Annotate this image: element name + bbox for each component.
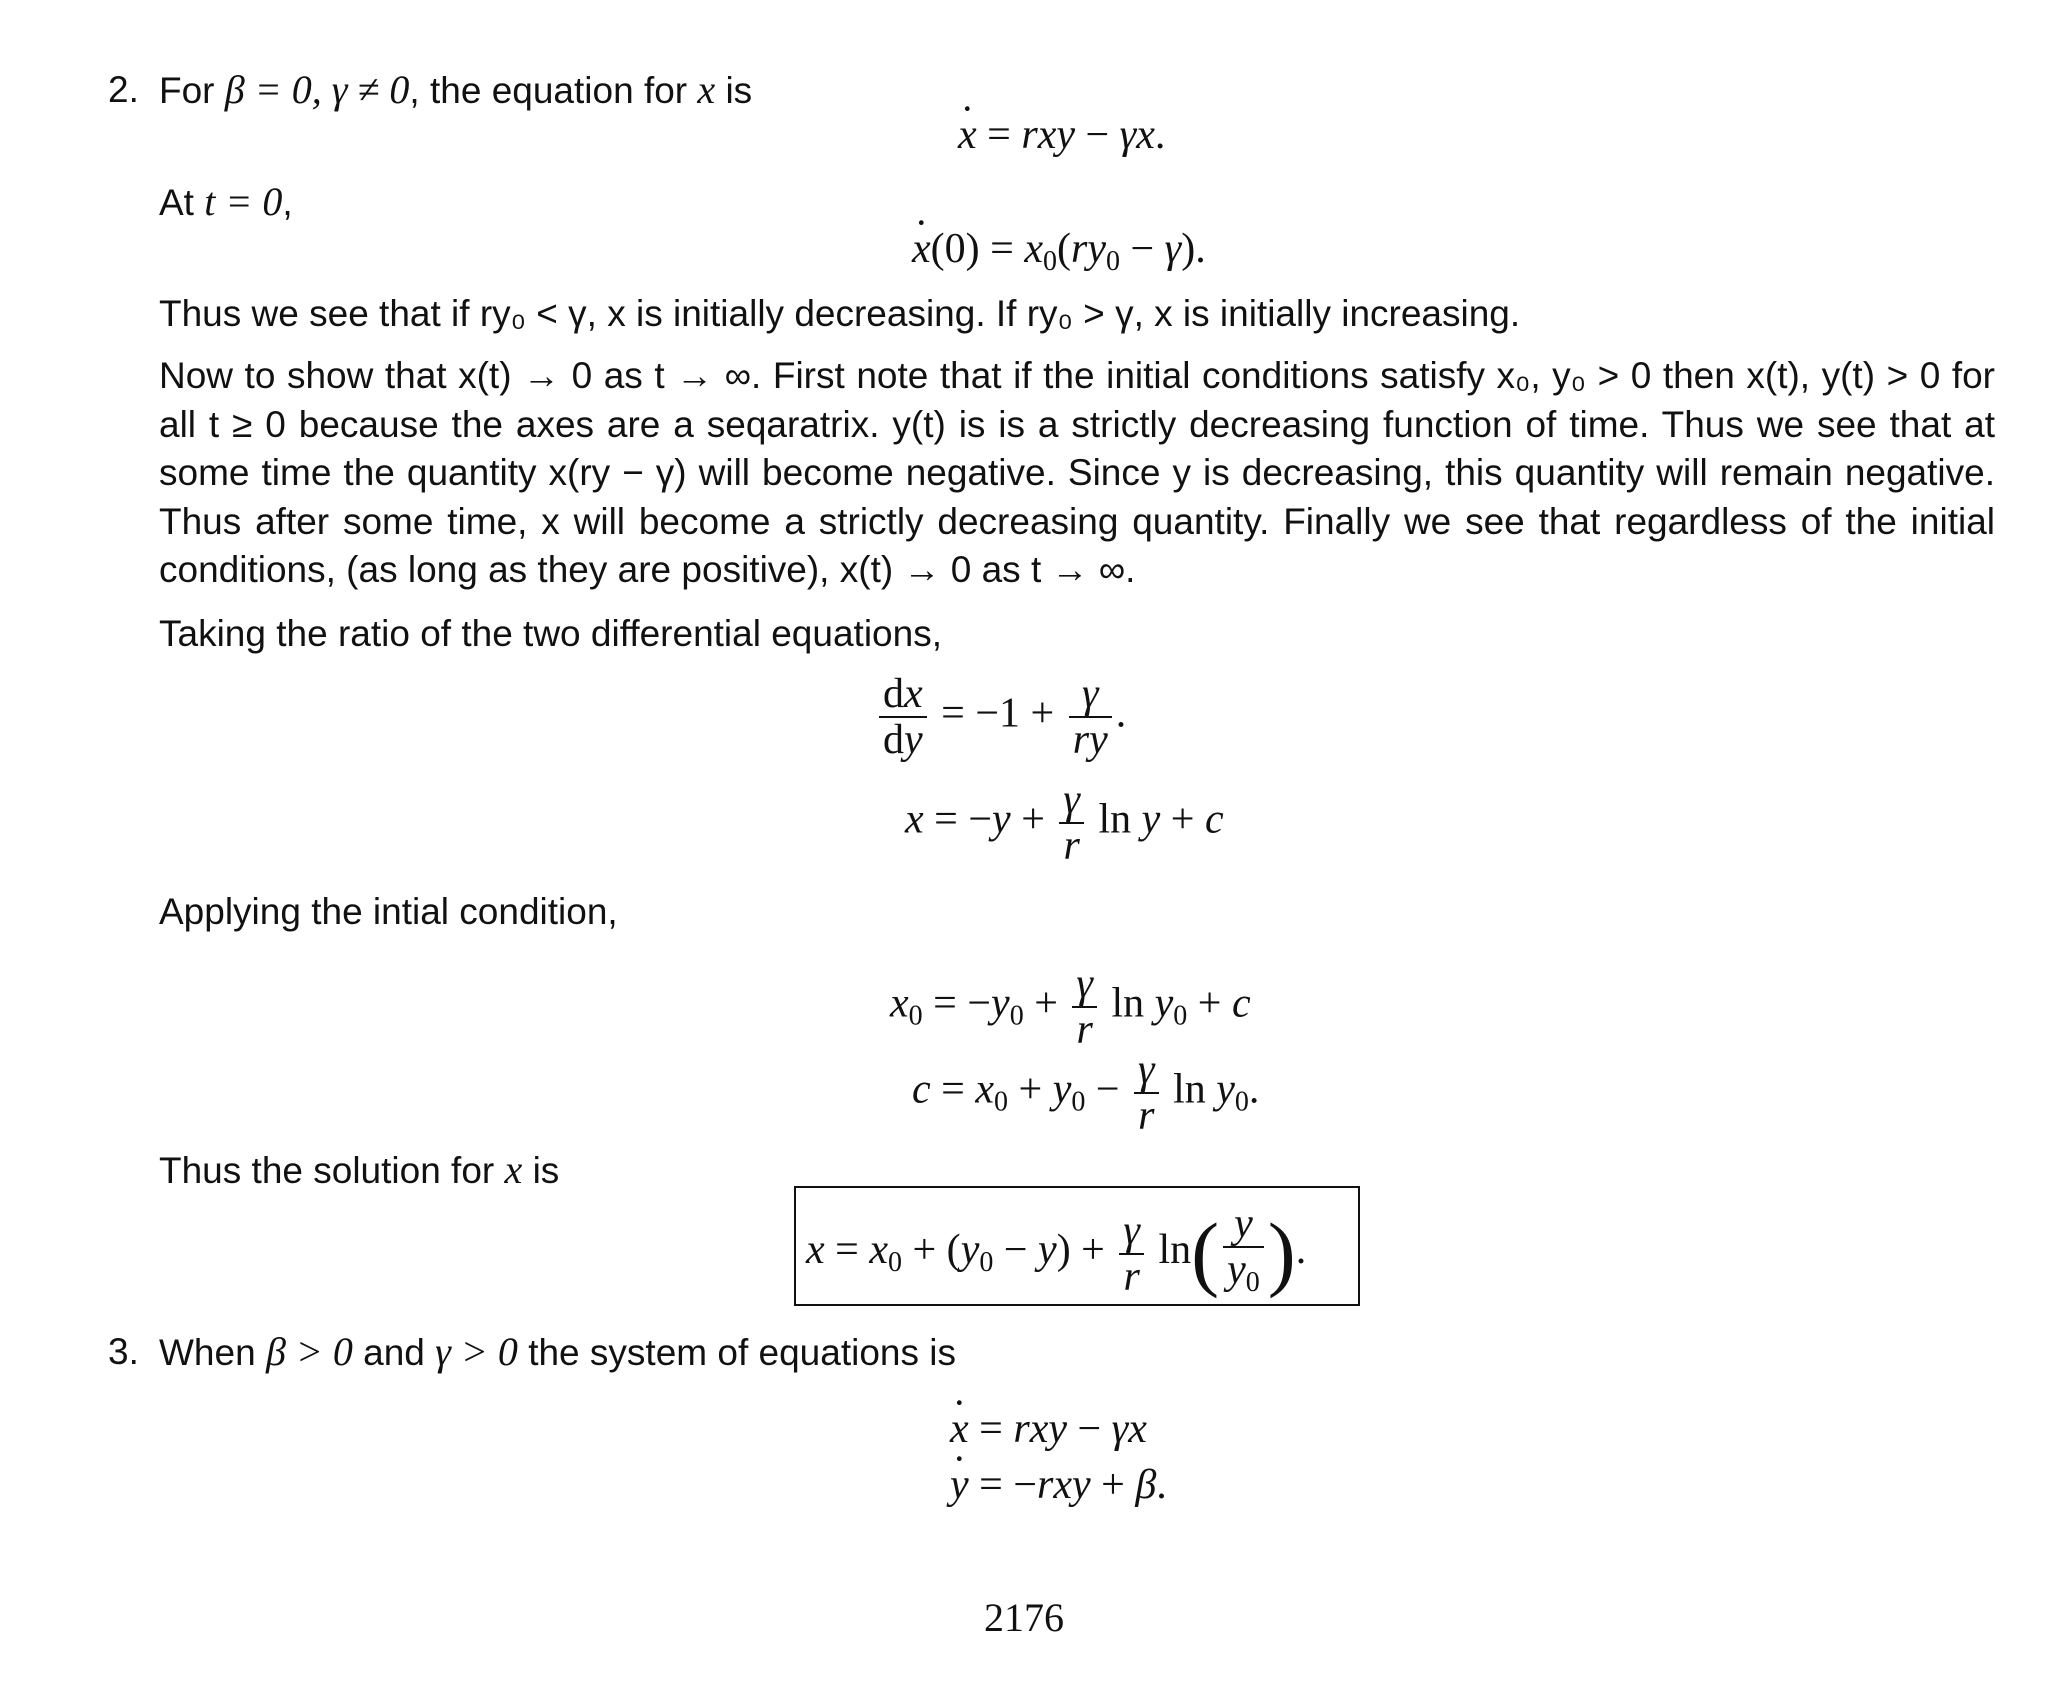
solution-intro-math: x <box>504 1147 523 1192</box>
at-t-zero-math: t = 0 <box>204 179 283 224</box>
equation-9: · y = −rxy + β. <box>950 1460 1167 1510</box>
equation-3: $\frac{dx}{dy}$ = −1 + $\frac{\gamma}{ry}$ . <box>875 672 1126 762</box>
equation-8: · x = rxy − γx <box>950 1404 1147 1454</box>
paragraph-limit-argument: Now to show that x(t) → 0 as t → ∞. First note that if the initial conditions satisfy x₀, y₀ > 0 then x(t), y(t) > 0 for all t ≥ 0 because the axes are a seqaratrix. y(t) is is a strictly decreasing function of time. Thus we see that at some time the quantity x(ry − γ) will become negative. Since y is decreasing, this quantity will remain negative. Thus after some time, x will become a strictly decreasing quantity. Finally we see that regardless of the initial conditions, (as long as they are positive), x(t) → 0 as t → ∞. <box>159 355 1995 590</box>
item3-intro-math-b: γ > 0 <box>435 1329 518 1374</box>
item2-intro-text-c: is <box>715 70 753 111</box>
equation-6: $c = x_0 + y_0$ − $\frac{\gamma}{r}$ $\ln y_0$. <box>912 1047 1260 1139</box>
item3-intro <box>159 1328 956 1377</box>
solution-intro-line <box>159 1146 559 1195</box>
item2-intro-math-a: β = 0, γ ≠ 0 <box>224 67 410 112</box>
paragraph-ratio: Taking the ratio of the two differential equations, <box>159 613 942 654</box>
item2-intro-math-b: x <box>697 67 716 112</box>
item2-intro <box>159 66 752 115</box>
equation-2: · $x(0) = x_0(ry_0 - \gamma)$. <box>912 224 1206 287</box>
item2-intro-text-a: For <box>159 70 225 111</box>
item3-intro-math-a: β > 0 <box>265 1329 353 1374</box>
item3-intro-text-b: and <box>352 1332 436 1373</box>
solution-intro-text-a: Thus the solution for <box>159 1150 505 1191</box>
paragraph-initial-condition: Applying the intial condition, <box>159 891 618 932</box>
item-number-2: 2. <box>108 69 139 110</box>
item-number-3: 3. <box>108 1331 139 1372</box>
paragraph-initial-behavior: Thus we see that if ry₀ < γ, x is initially decreasing. If ry₀ > γ, x is initially increasing. <box>159 293 1521 334</box>
equation-5: $x_0 = -y_0$ + $\frac{\gamma}{r}$ $\ln y_0 + c$ <box>890 961 1251 1053</box>
page-number: 2176 <box>984 1595 1064 1640</box>
equation-7: $x = x_0 + (y_0 - y)$ + $\frac{\gamma}{r}$ ln( $\frac{y}{y_0}$ ). <box>806 1202 1306 1305</box>
equation-4: x = −y + $\frac{\gamma}{r}$ ln y + c <box>905 777 1224 869</box>
item2-intro-text-b: , the equation for <box>409 70 698 111</box>
item3-intro-text-a: When <box>159 1332 266 1373</box>
at-t-zero-line <box>159 178 293 227</box>
at-t-zero-text-a: At <box>159 182 205 223</box>
equation-1: · x = rxy − γx. <box>958 110 1165 160</box>
at-t-zero-text-b: , <box>282 182 293 223</box>
solution-intro-text-b: is <box>522 1150 560 1191</box>
item3-intro-text-c: the system of equations is <box>517 1332 956 1373</box>
